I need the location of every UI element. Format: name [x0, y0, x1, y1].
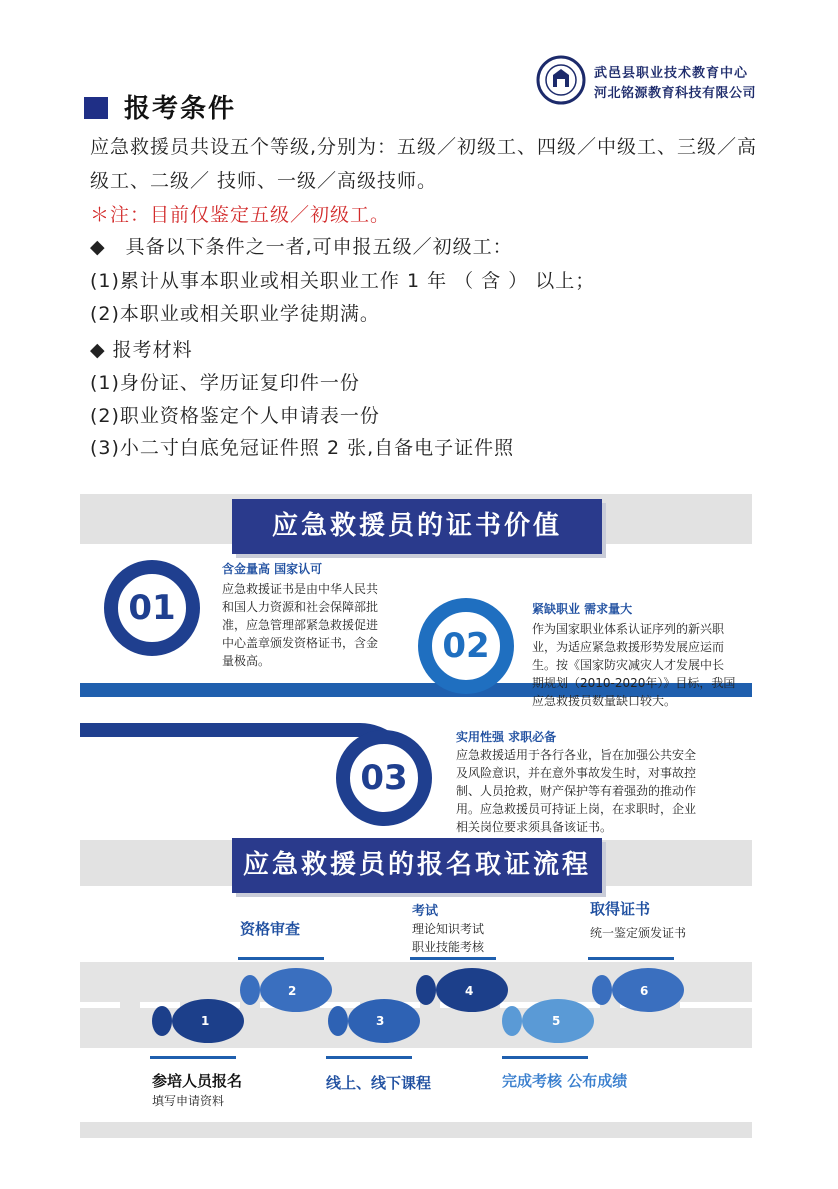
footprint-3 [326, 995, 421, 1047]
levels-line-1: 应急救援员共设五个等级,分别为：五级／初级工、四级／中级工、三级／高 [90, 136, 758, 158]
value-num-01: 01 [128, 588, 176, 628]
footprint-1 [150, 995, 245, 1047]
value-body-02: 作为国家职业体系认证序列的新兴职 业，为适应紧急救援形势发展应运而 生。按《国家防灾减灾人才发展中长 期规划（2010-2020年）》目标，我国 应急救援员数量缺口较大。 [532, 622, 736, 708]
step-6-line [588, 957, 674, 960]
material-2: (2)职业资格鉴定个人申请表一份 [90, 405, 380, 427]
value-banner-text: 应急救援员的证书价值 [271, 511, 562, 541]
org-name-1: 武邑县职业技术教育中心 [594, 66, 749, 81]
conditions-title: ◆ 具备以下条件之一者,可申报五级／初级工： [90, 236, 513, 258]
material-1: (1)身份证、学历证复印件一份 [90, 372, 360, 394]
materials-title: ◆ 报考材料 [90, 339, 193, 361]
step-1-sub: 填写申请资料 [152, 1094, 225, 1108]
footprint-5 [500, 995, 595, 1047]
value-circle-02 [418, 598, 514, 694]
step-5-number: 5 [552, 1014, 561, 1028]
step-3-number: 3 [376, 1014, 385, 1028]
step-2-number: 2 [288, 984, 297, 998]
step-1-line [150, 1056, 236, 1059]
footprint-6 [590, 964, 685, 1016]
value-num-02: 02 [442, 626, 490, 666]
step-4-sub-2: 职业技能考核 [412, 940, 485, 954]
value-title-03: 实用性强 求职必备 [456, 730, 557, 744]
value-circle-03 [336, 730, 432, 826]
step-3-line [326, 1056, 412, 1059]
step-4-sub-1: 理论知识考试 [412, 922, 485, 936]
step-3-label: 线上、线下课程 [326, 1074, 432, 1092]
step-5-label: 完成考核 公布成绩 [502, 1072, 628, 1090]
condition-1: (1)累计从事本职业或相关职业工作 1 年 （ 含 ） 以上； [90, 270, 596, 292]
value-title-01: 含金量高 国家认可 [222, 562, 323, 576]
step-4-line [410, 957, 496, 960]
step-1-label: 参培人员报名 [152, 1072, 243, 1090]
footprint-4 [414, 964, 509, 1016]
step-2-label: 资格审查 [240, 920, 301, 938]
material-3: (3)小二寸白底免冠证件照 2 张,自备电子证件照 [90, 437, 515, 459]
note-text: ＊注：目前仅鉴定五级／初级工。 [90, 204, 391, 226]
step-1-number: 1 [201, 1014, 210, 1028]
section-title: 报考条件 [124, 94, 237, 124]
org-name-2: 河北铭源教育科技有限公司 [594, 86, 757, 101]
section-marker [84, 97, 108, 119]
step-6-number: 6 [640, 984, 649, 998]
levels-line-2: 级工、二级／ 技师、一级／高级技师。 [90, 170, 438, 192]
step-6-label: 取得证书 [590, 900, 651, 918]
footprint-2 [238, 964, 333, 1016]
step-6-sub: 统一鉴定颁发证书 [590, 926, 687, 940]
value-body-01: 应急救援证书是由中华人民共 和国人力资源和社会保障部批 准，应急管理部紧急救援促进 中心盖章颁发资格证书，含金 量极高。 [222, 582, 379, 668]
step-4-label: 考试 [412, 904, 439, 919]
process-banner-text: 应急救援员的报名取证流程 [242, 850, 591, 880]
condition-2: (2)本职业或相关职业学徒期满。 [90, 303, 380, 325]
value-circle-01 [104, 560, 200, 656]
school-logo [536, 55, 586, 105]
value-num-03: 03 [360, 758, 408, 798]
value-title-02: 紧缺职业 需求量大 [532, 602, 633, 616]
process-banner [232, 838, 602, 893]
value-body-03: 应急救援适用于各行各业，旨在加强公共安全 及风险意识，并在意外事故发生时，对事故控 制、人员抢救，财产保护等有着强劲的推动作 用。应急救援员可持证上岗，在求职时，企业 相关岗位要求须具备该证书。 [456, 748, 697, 834]
step-2-line [238, 957, 324, 960]
step-4-number: 4 [465, 984, 474, 998]
footer-band [80, 1122, 752, 1138]
step-5-line [502, 1056, 588, 1059]
